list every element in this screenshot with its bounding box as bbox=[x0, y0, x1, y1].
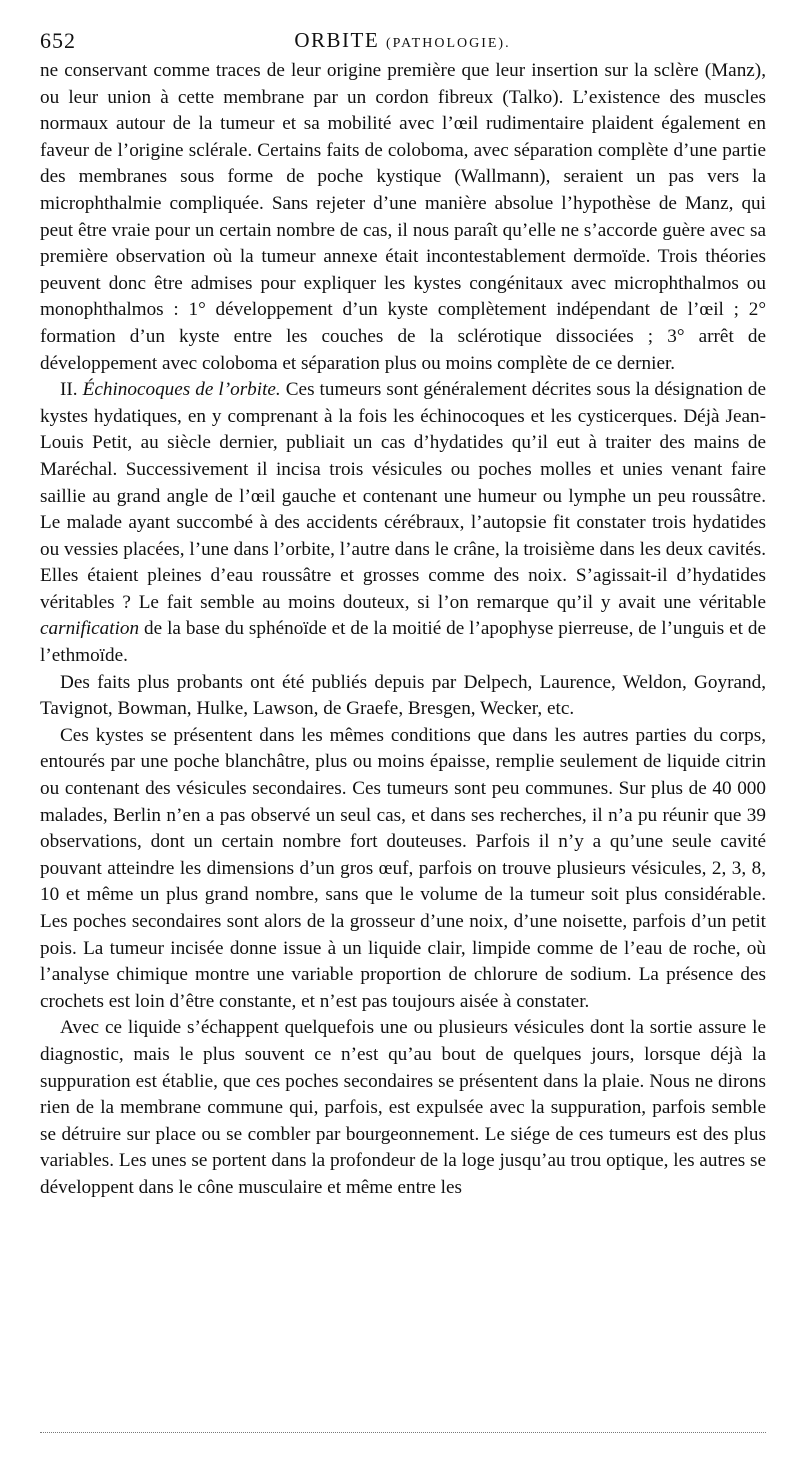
emphasis-carnification: carnification bbox=[40, 618, 140, 640]
paragraph-2-text: Ces tumeurs sont généralement décrites sous la désignation de kystes hydatiques, en y comprenant à la fois les échinocoques et les cysticerques. Déjà Jean-Louis Petit, au siècle dernier, publiait un cas d’hydatides qu’il eut à traiter des mains de Maréchal. Successivement il incisa trois vésicules ou poches molles et unies venant faire saillie au grand angle de l’œil gauche et contenant une humeur ou lymphe un peu roussâtre. Le malade ayant succombé à des accidents cérébraux, l’autopsie fit constater trois hydatides ou vessies placées, l’une dans l’orbite, l’autre dans le crâne, la troisième dans les deux cavités. Elles étaient pleines d’eau roussâtre et grosses comme des noix. S’agissait-il d’hydatides véritables ? Le fait semble au moins douteux, si l’on remarque qu’il y avait une véritable bbox=[40, 379, 767, 613]
paragraph-2 bbox=[40, 377, 766, 670]
footer-dotted-rule bbox=[40, 1432, 766, 1433]
paragraph-5: Avec ce liquide s’échappent quelquefois une ou plusieurs vésicules dont la sortie assure le diagnostic, mais le plus souvent ce n’est qu’au bout de quelques jours, lorsque déjà la suppuration est établie, que ces poches secondaires se présentent dans la plaie. Nous ne dirons rien de la membrane commune qui, parfois, est expulsée avec la suppuration, parfois semble se détruire sur place ou se combler par bourgeonnement. Le siége de ces tumeurs est des plus variables. Les unes se portent dans la profondeur de la loge jusqu’au trou optique, les autres se développent dans le cône musculaire et même entre les bbox=[40, 1017, 766, 1198]
page-number: 652 bbox=[40, 28, 76, 53]
paragraph-1: ne conservant comme traces de leur origine première que leur insertion sur la sclère (Manz), ou leur union à cette membrane par un cordon fibreux (Talko). L’existence des muscles normaux autour de la tumeur et sa mobilité avec l’œil rudimentaire plaident également en faveur de l’origine sclérale. Certains faits de coloboma, avec séparation complète d’une partie des membranes sous forme de poche kystique (Wallmann), seraient un pas vers la microphthalmie compliquée. Sans rejeter d’une manière absolue l’hypothèse de Manz, qui peut être vraie pour un certain nombre de cas, il nous paraît qu’elle ne s’accorde guère avec sa première observation où la tumeur annexe était incontestablement dermoïde. Trois théories peuvent donc être admises pour expliquer les kystes congénitaux avec microphthalmos ou monophthalmos : 1° développement d’un kyste complètement indépendant de l’œil ; 2° formation d’un kyste entre les couches de la sclérotique dissociées ; 3° arrêt de développement avec coloboma et séparation plus ou moins complète de ce dernier. bbox=[40, 60, 766, 374]
body-text bbox=[40, 58, 766, 1202]
paragraph-2-tail: de la base du sphénoïde et de la moitié de l’apophyse pierreuse, de l’unguis et de l’ethmoïde. bbox=[40, 618, 766, 667]
page-header bbox=[40, 22, 765, 56]
section-number: II. bbox=[60, 379, 78, 401]
paragraph-4: Ces kystes se présentent dans les mêmes conditions que dans les autres parties du corps, entourés par une poche blanchâtre, plus ou moins épaisse, remplie seulement de liquide citrin ou contenant des vésicules secondaires. Ces tumeurs sont peu communes. Sur plus de 40 000 malades, Berlin n’en a pas observé un seul cas, et dans ses recherches, il n’a pu réunir que 39 observations, dont un certain nombre fort douteuses. Parfois il n’y a qu’une seule cavité pouvant atteindre les dimensions d’un gros œuf, parfois on trouve plusieurs vésicules, 2, 3, 8, 10 et même un plus grand nombre, sans que le volume de la tumeur soit plus considérable. Les poches secondaires sont alors de la grosseur d’une noix, d’une noisette, parfois d’un petit pois. La tumeur incisée donne issue à un liquide clair, limpide comme de l’eau de roche, où l’analyse chimique montre une variable proportion de chlorure de sodium. La présence des crochets est loin d’être constante, et n’est pas toujours aisée à constater. bbox=[40, 724, 766, 1012]
section-heading: Échinocoques de l’orbite. bbox=[82, 379, 281, 401]
running-head bbox=[40, 28, 765, 53]
paragraph-3: Des faits plus probants ont été publiés depuis par Delpech, Laurence, Weldon, Goyrand, Tavignot, Bowman, Hulke, Lawson, de Graefe, Bresgen, Wecker, etc. bbox=[40, 671, 766, 720]
running-head-title: ORBITE bbox=[294, 28, 380, 52]
running-head-subtitle: (PATHOLOGIE). bbox=[385, 36, 511, 51]
